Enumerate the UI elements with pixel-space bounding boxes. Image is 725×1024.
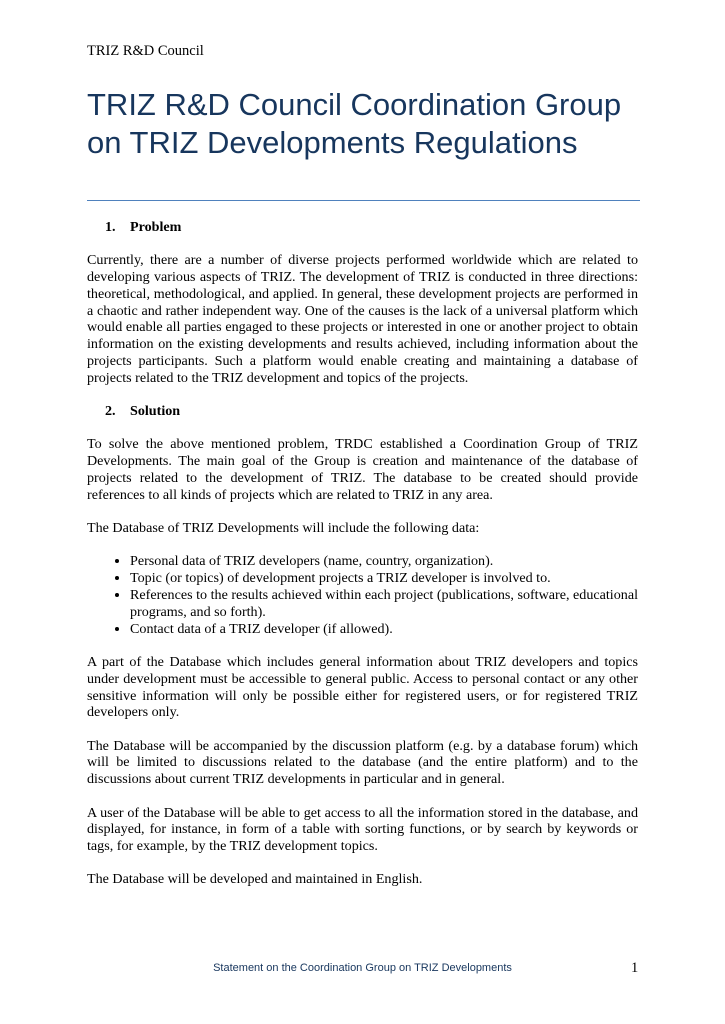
paragraph: To solve the above mentioned problem, TRDC established a Coordination Group of TRIZ Developments. The main goal of the Group is creation and maintenance of the database of projects related to the development of TRIZ. The database to be created should provide references to all kinds of projects which are related to TRIZ in any area. [87,436,638,503]
list-item: • Contact data of a TRIZ developer (if allowed). [130,621,638,638]
document-body [87,219,638,905]
section-title: Solution [130,403,181,420]
footer-text: Statement on the Coordination Group on TRIZ Developments [213,962,512,974]
paragraph: The Database of TRIZ Developments will include the following data: [87,520,480,537]
section-number: 1. [105,219,116,235]
document-title: TRIZ R&D Council Coordination Group on TRIZ Developments Regulations [87,87,622,160]
section-number: 2. [105,403,116,420]
section-title: Problem [130,219,182,235]
section-heading-solution [105,403,638,420]
paragraph: A user of the Database will be able to get access to all the information stored in the database, and displayed, for instance, in form of a table with sorting functions, or by search by keywords or tags, for example, by the TRIZ development topics. [87,804,638,855]
title-divider [87,200,640,201]
page-number: 1 [631,960,639,976]
paragraph: Currently, there are a number of diverse projects performed worldwide which are related to developing various aspects of TRIZ. The development of TRIZ is conducted in three directions: theoretical, methodological, and applied. In general, these development projects are performed in a chaotic and rather independent way. One of the causes is the lack of a universal platform which would enable all parties engaged to these projects or interested in one or another project to obtain information on the existing developments and results achieved, including information about the projects participants. Such a platform would enable creating and maintaining a database of projects related to the TRIZ development and topics of the projects. [87,252,638,386]
list-item: • References to the results achieved within each project (publications, software, educational programs, and so forth). [130,587,638,621]
list-item: • Topic (or topics) of development projects a TRIZ developer is involved to. [130,570,638,587]
paragraph: The Database will be accompanied by the discussion platform (e.g. by a database forum) which will be limited to discussions related to the database (and the entire platform) and to the discussions about current TRIZ developments in particular and in general. [87,737,638,788]
running-header: TRIZ R&D Council [87,43,204,59]
paragraph: A part of the Database which includes general information about TRIZ developers and topics under development must be accessible to general public. Access to personal contact or any other sensitive information will only be possible either for registered users, or for registered TRIZ developers only. [87,653,638,721]
paragraph: The Database will be developed and maintained in English. [87,871,423,888]
data-fields-list [87,553,638,637]
section-heading-problem [105,219,638,236]
list-item: • Personal data of TRIZ developers (name, country, organization). [130,553,638,570]
